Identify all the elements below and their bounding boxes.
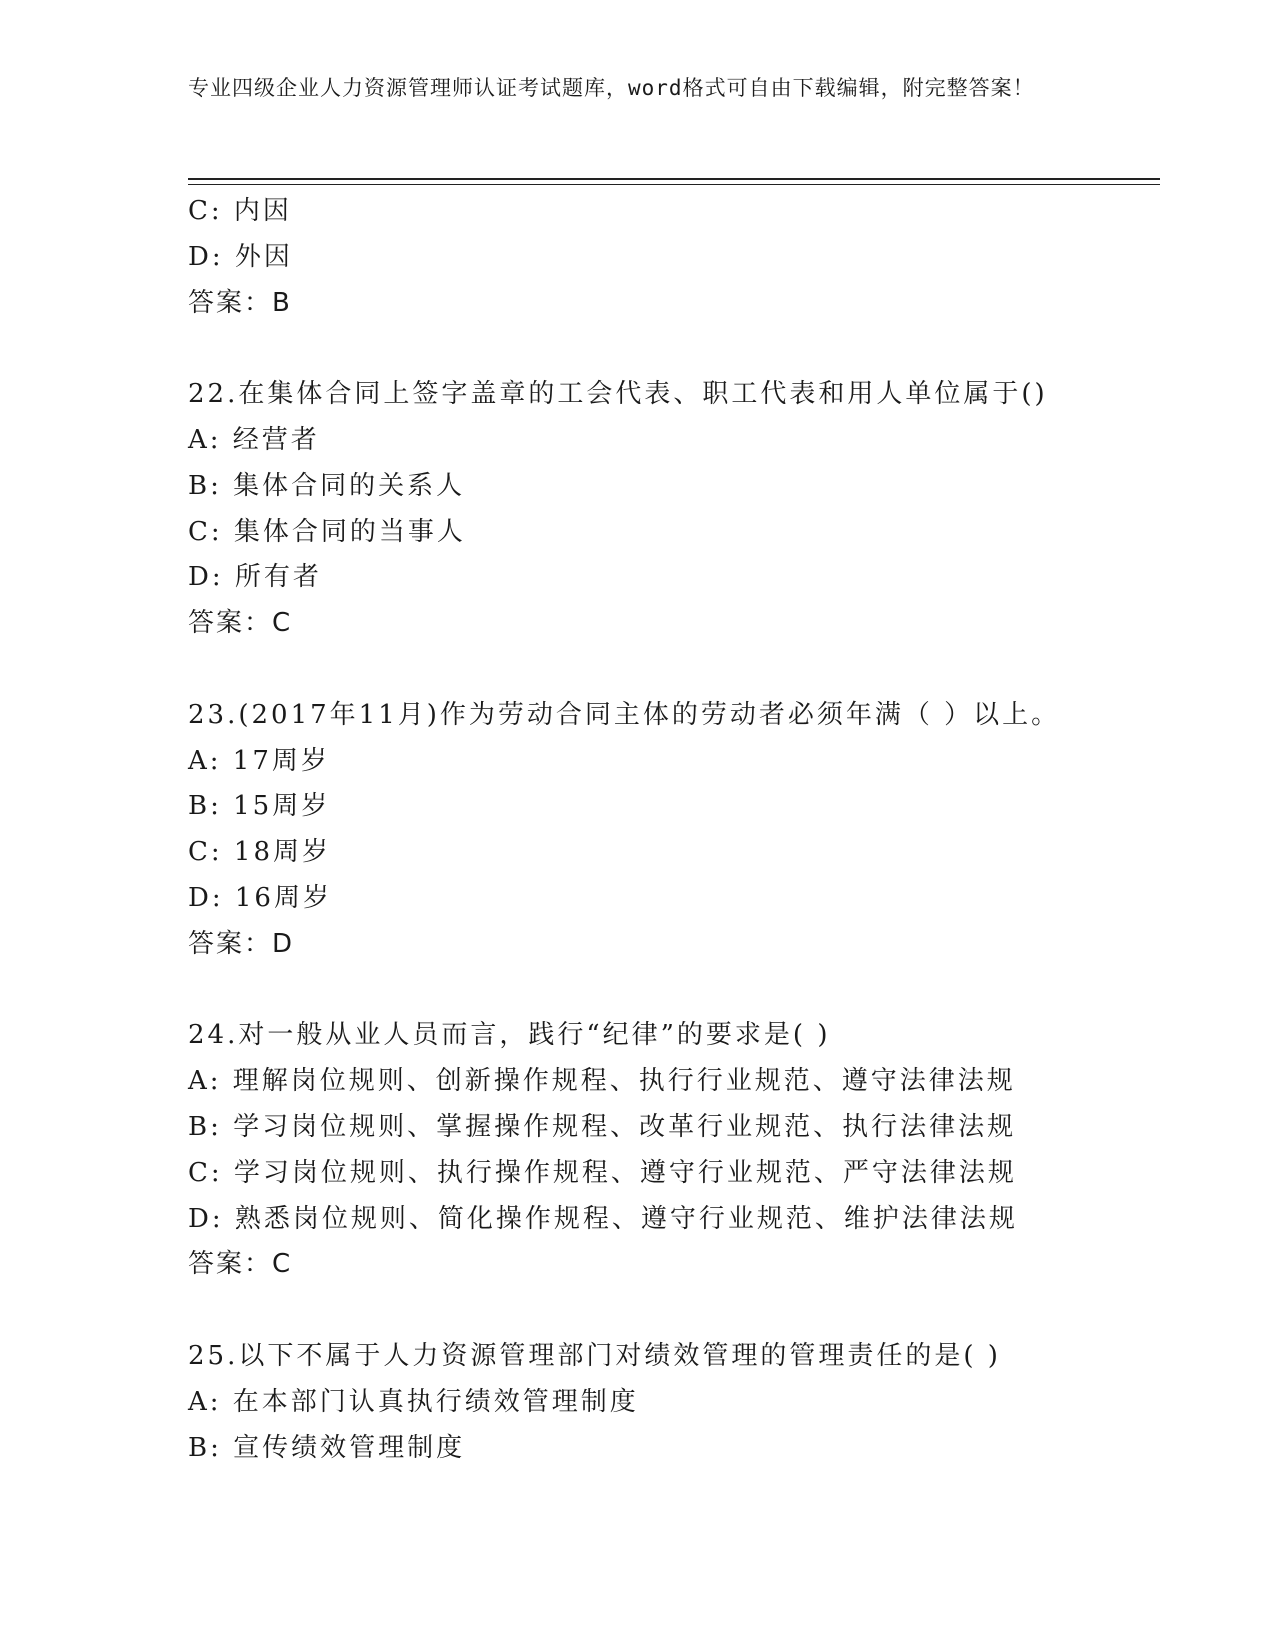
option-a: A: 在本部门认真执行绩效管理制度 — [188, 1386, 639, 1417]
option-a: A: 理解岗位规则、创新操作规程、执行行业规范、遵守法律法规 — [188, 1066, 1016, 1097]
question-list — [188, 189, 1128, 1471]
option-c: C: 集体合同的当事人 — [188, 516, 466, 547]
option-c: C: 内因 — [188, 196, 292, 226]
option-d: D: 外因 — [188, 241, 293, 272]
option-d: D: 熟悉岗位规则、简化操作规程、遵守行业规范、维护法律法规 — [188, 1203, 1018, 1234]
question-spacer — [188, 1288, 1128, 1334]
option-b: B: 15周岁 — [188, 791, 331, 822]
header-rule-thick — [188, 178, 1160, 180]
answer-line: 答案：D — [188, 928, 295, 959]
option-a: A: 17周岁 — [188, 745, 330, 776]
question-spacer — [188, 647, 1128, 693]
question-stem: 24.对一般从业人员而言，践行“纪律”的要求是( ) — [188, 1020, 831, 1051]
answer-line: 答案：C — [188, 1249, 293, 1280]
question-stem: 23.(2017年11月)作为劳动合同主体的劳动者必须年满（ ）以上。 — [188, 699, 1061, 730]
answer-line: 答案：C — [188, 608, 293, 639]
option-a: A: 经营者 — [188, 424, 320, 455]
answer-line: 答案：B — [188, 287, 292, 318]
option-c: C: 学习岗位规则、执行操作规程、遵守行业规范、严守法律法规 — [188, 1157, 1017, 1188]
question-stem: 22.在集体合同上签字盖章的工会代表、职工代表和用人单位属于() — [188, 379, 1048, 410]
option-d: D: 16周岁 — [188, 882, 332, 913]
question-stem: 25.以下不属于人力资源管理部门对绩效管理的管理责任的是( ) — [188, 1340, 1001, 1371]
question-spacer — [188, 968, 1128, 1014]
header-rule-thin — [188, 184, 1160, 185]
question-spacer — [188, 326, 1128, 372]
option-d: D: 所有者 — [188, 562, 322, 593]
document-header: 专业四级企业人力资源管理师认证考试题库，word格式可自由下载编辑，附完整答案！ — [188, 76, 1035, 100]
option-b: B: 集体合同的关系人 — [188, 470, 466, 501]
option-c: C: 18周岁 — [188, 837, 332, 868]
option-b: B: 宣传绩效管理制度 — [188, 1432, 466, 1463]
option-b: B: 学习岗位规则、掌握操作规程、改革行业规范、执行法律法规 — [188, 1111, 1017, 1142]
